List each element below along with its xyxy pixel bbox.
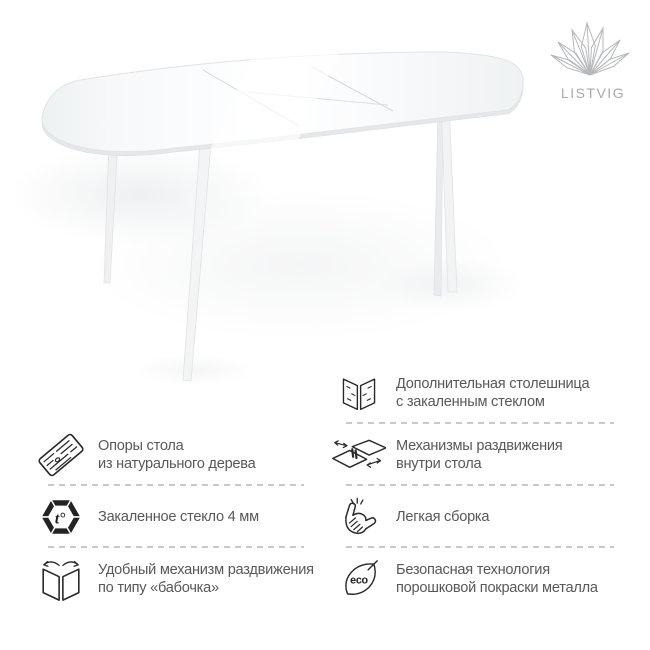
butterfly-icon: [34, 557, 88, 602]
wood-icon: [34, 432, 88, 478]
feature-item: [34, 486, 306, 548]
rear-right-leg: [434, 110, 443, 296]
eco-icon: [332, 558, 386, 600]
feature-item: [332, 548, 616, 610]
feature-item: [332, 362, 616, 424]
svg-text:eco: eco: [350, 574, 368, 587]
slide-mechanism-icon: [332, 437, 386, 474]
tempered-glass-icon: [34, 496, 88, 538]
extra-top-icon: [332, 372, 386, 414]
feature-text: Механизмы раздвижения внутри стола: [396, 438, 563, 472]
features-column-left: [34, 424, 314, 610]
feature-text: Легкая сборка: [396, 509, 490, 525]
feature-text: Опоры стола из натурального дерева: [98, 438, 256, 472]
features-column-right: [332, 362, 616, 610]
feature-text: Дополнительная столешница с закаленным стеклом: [396, 376, 590, 410]
feature-text: Закаленное стекло 4 мм: [98, 509, 259, 525]
feature-item: [332, 486, 616, 548]
feature-text: Удобный механизм раздвижения по типу «бабочка»: [98, 562, 314, 596]
brand-logo: [548, 20, 638, 101]
feature-item: [332, 424, 616, 486]
feature-item: [34, 424, 306, 486]
easy-assembly-icon: [332, 495, 386, 539]
lotus-petal-left-3: [551, 55, 590, 75]
feature-item: [34, 548, 314, 610]
svg-text:t°: t°: [54, 510, 66, 528]
brand-name: LISTVIG: [560, 85, 626, 101]
brand-logo-icon: [549, 20, 637, 78]
feature-text: Безопасная технология порошковой покраски металла: [396, 562, 598, 596]
